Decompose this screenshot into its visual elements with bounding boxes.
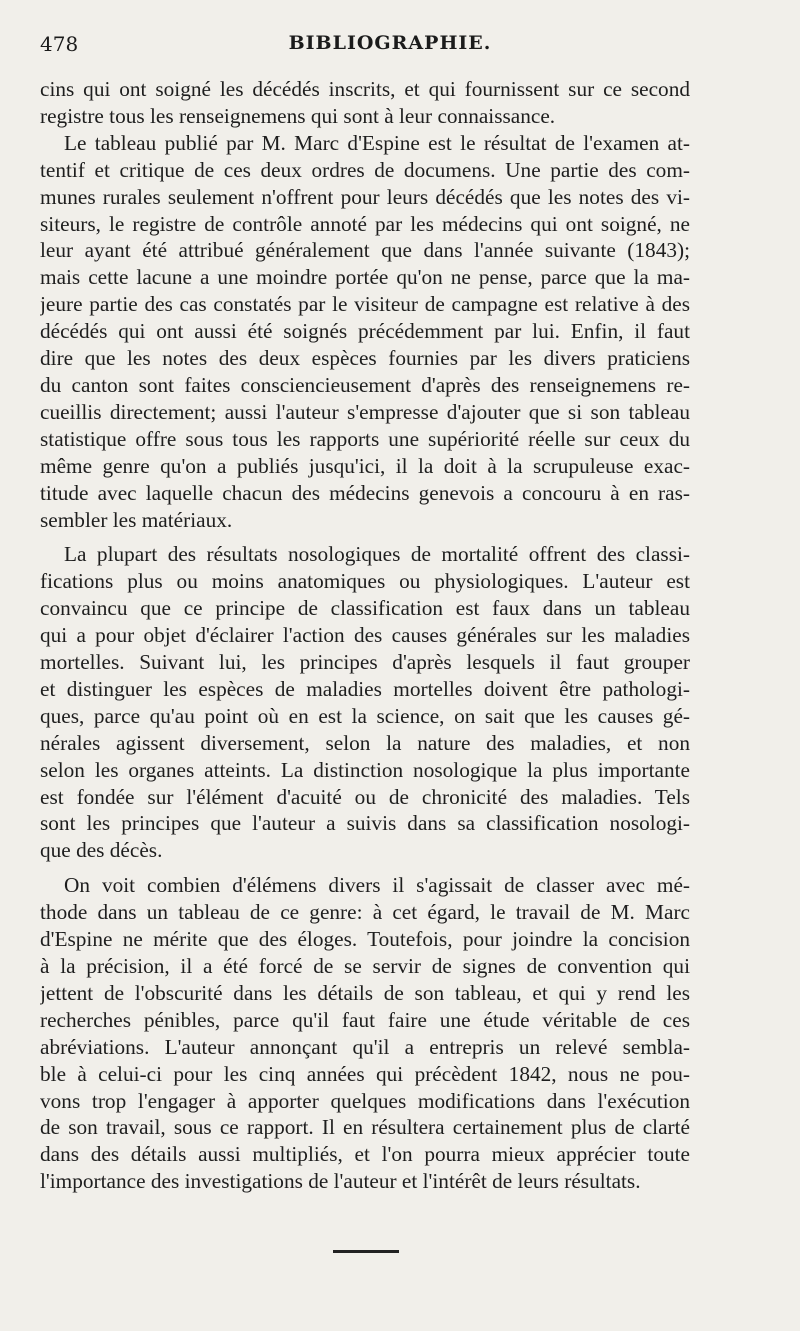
text-line: mais cette lacune a une moindre portée qu'on ne pense, parce que la ma- [40,265,690,290]
text-line: qui a pour objet d'éclairer l'action des causes générales sur les maladies [40,623,690,648]
paragraph [40,130,690,534]
paragraph [40,76,690,130]
page-number: 478 [40,32,79,56]
text-line: titude avec laquelle chacun des médecins genevois a concouru à en ras- [40,480,690,505]
text-line: sont les principes que l'auteur a suivis dans sa classification nosologi- [40,811,690,836]
text-line: selon les organes atteints. La distinction nosologique la plus importante [40,757,690,782]
text-line: sembler les matériaux. [40,507,233,532]
text-line: vons trop l'engager à apporter quelques modifications dans l'exécution [40,1088,690,1113]
paragraph [40,541,690,864]
text-line: convaincu que ce principe de classification est faux dans un tableau [40,596,690,621]
text-line: munes rurales seulement n'offrent pour leurs décédés que les notes des vi- [40,184,690,209]
text-line: fications plus ou moins anatomiques ou physiologiques. L'auteur est [40,569,690,594]
text-line: leur ayant été attribué généralement que dans l'année suivante (1843); [40,238,690,263]
text-line: décédés qui ont aussi été soignés précédemment par lui. Enfin, il faut [40,319,690,344]
text-line: du canton sont faites consciencieusement d'après des renseignemens re- [40,372,690,397]
running-title: BIBLIOGRAPHIE. [288,32,492,54]
paragraph-gap [40,533,690,541]
text-line: nérales agissent diversement, selon la nature des maladies, et non [40,730,690,755]
text-line: registre tous les renseignemens qui sont à leur connaissance. [40,103,556,128]
text-line: cueillis directement; aussi l'auteur s'empresse d'ajouter que si son tableau [40,399,690,424]
text-line: statistique offre sous tous les rapports une supériorité réelle sur ceux du [40,426,690,451]
text-line: mortelles. Suivant lui, les principes d'après lesquels il faut grouper [40,650,690,675]
text-line: abréviations. L'auteur annonçant qu'il a entrepris un relevé sembla- [40,1034,690,1059]
text-line: Le tableau publié par M. Marc d'Espine est le résultat de l'examen at- [64,130,690,155]
text-line: d'Espine ne mérite que des éloges. Toutefois, pour joindre la concision [40,927,690,952]
paragraph-gap [40,864,690,872]
section-end-rule [333,1250,399,1253]
text-line: même genre qu'on a publiés jusqu'ici, il la doit à la scrupuleuse exac- [40,453,690,478]
body-text [40,76,690,1195]
text-line: jeure partie des cas constatés par le visiteur de campagne est relative à des [40,292,690,317]
text-line: recherches pénibles, parce qu'il faut faire une étude véritable de ces [40,1007,690,1032]
text-line: cins qui ont soigné les décédés inscrits, et qui fournissent sur ce second [40,77,690,101]
paragraph [40,872,690,1195]
page-header [40,32,740,62]
text-line: dire que les notes des deux espèces fournies par les divers praticiens [40,346,690,371]
text-line: La plupart des résultats nosologiques de mortalité offrent des classi- [64,542,690,567]
text-line: est fondée sur l'élément d'acuité ou de chronicité des maladies. Tels [40,784,690,809]
text-line: On voit combien d'élémens divers il s'agissait de classer avec mé- [64,873,690,898]
text-line: que des décès. [40,838,163,863]
text-line: tentif et critique de ces deux ordres de documens. Une partie des com- [40,157,690,182]
text-line: dans des détails aussi multipliés, et l'on pourra mieux apprécier toute [40,1142,690,1167]
text-line: et distinguer les espèces de maladies mortelles doivent être pathologi- [40,676,690,701]
text-line: ble à celui-ci pour les cinq années qui précèdent 1842, nous ne pou- [40,1061,690,1086]
text-line: de son travail, sous ce rapport. Il en résultera certainement plus de clarté [40,1115,690,1140]
text-line: l'importance des investigations de l'auteur et l'intérêt de leurs résultats. [40,1169,641,1194]
text-line: thode dans un tableau de ce genre: à cet égard, le travail de M. Marc [40,900,690,925]
text-line: ques, parce qu'au point où en est la science, on sait que les causes gé- [40,703,690,728]
text-line: à la précision, il a été forcé de se servir de signes de convention qui [40,954,690,978]
text-line: jettent de l'obscurité dans les détails de son tableau, et qui y rend les [40,980,690,1005]
text-line: siteurs, le registre de contrôle annoté par les médecins qui ont soigné, ne [40,211,690,236]
